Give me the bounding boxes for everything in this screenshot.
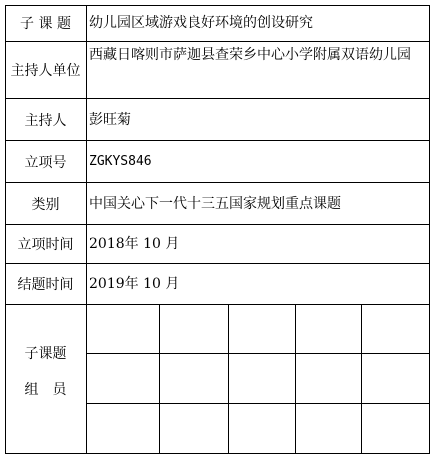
table-rule bbox=[5, 304, 430, 305]
row-host bbox=[5, 99, 430, 140]
member-cell bbox=[229, 305, 295, 353]
row-category bbox=[5, 183, 430, 224]
value-sub-topic: 幼儿园区域游戏良好环境的创设研究 bbox=[89, 15, 313, 31]
table-rule bbox=[5, 98, 430, 99]
value-host-unit: 西藏日喀则市萨迦县查荣乡中心小学附属双语幼儿园 bbox=[89, 47, 411, 63]
table-rule bbox=[87, 353, 430, 354]
table-rule bbox=[295, 304, 296, 454]
label-end-date: 结题时间 bbox=[17, 277, 74, 293]
table-rule bbox=[86, 5, 87, 454]
members-label bbox=[5, 305, 86, 454]
value-end-date: 2019年 10 月 bbox=[89, 276, 180, 292]
table-rule bbox=[5, 182, 430, 183]
member-cell bbox=[296, 354, 361, 403]
member-cell bbox=[362, 354, 430, 403]
table-rule bbox=[5, 224, 430, 225]
label-category: 类别 bbox=[31, 196, 60, 213]
table-border-bottom bbox=[5, 453, 430, 454]
table-rule bbox=[5, 263, 430, 264]
member-cell bbox=[87, 404, 159, 454]
label-start-date: 立项时间 bbox=[17, 237, 74, 253]
row-start-date bbox=[5, 225, 430, 263]
members-label-line1: 子课题 bbox=[24, 346, 67, 362]
row-sub-topic bbox=[5, 5, 430, 41]
table-rule bbox=[5, 41, 430, 42]
table-rule bbox=[228, 304, 229, 454]
row-end-date bbox=[5, 264, 430, 304]
project-info-table bbox=[5, 5, 430, 454]
table-rule bbox=[361, 304, 362, 454]
member-cell bbox=[362, 305, 430, 353]
member-cell bbox=[160, 404, 228, 454]
table-border-right bbox=[429, 5, 430, 454]
value-start-date: 2018年 10 月 bbox=[89, 236, 180, 252]
table-rule bbox=[5, 140, 430, 141]
member-cell bbox=[87, 305, 159, 353]
member-cell bbox=[87, 354, 159, 403]
row-project-number bbox=[5, 141, 430, 182]
member-cell bbox=[362, 404, 430, 454]
table-border-left bbox=[5, 5, 6, 454]
members-label-line2: 组员 bbox=[24, 382, 81, 398]
member-cell bbox=[229, 404, 295, 454]
value-host: 彭旺菊 bbox=[89, 111, 131, 128]
member-cell bbox=[296, 305, 361, 353]
table-rule bbox=[87, 403, 430, 404]
value-category: 中国关心下一代十三五国家规划重点课题 bbox=[89, 195, 341, 212]
label-project-number: 立项号 bbox=[24, 154, 67, 171]
member-cell bbox=[160, 305, 228, 353]
member-cell bbox=[229, 354, 295, 403]
row-host-unit bbox=[5, 42, 430, 98]
table-border-top bbox=[5, 5, 430, 6]
member-cell bbox=[160, 354, 228, 403]
label-host-unit: 主持人单位 bbox=[10, 63, 81, 79]
member-cell bbox=[296, 404, 361, 454]
value-project-number: ZGKYS846 bbox=[89, 153, 152, 169]
table-rule bbox=[159, 304, 160, 454]
label-host: 主持人 bbox=[24, 112, 67, 129]
label-sub-topic: 子 课 题 bbox=[20, 16, 71, 32]
